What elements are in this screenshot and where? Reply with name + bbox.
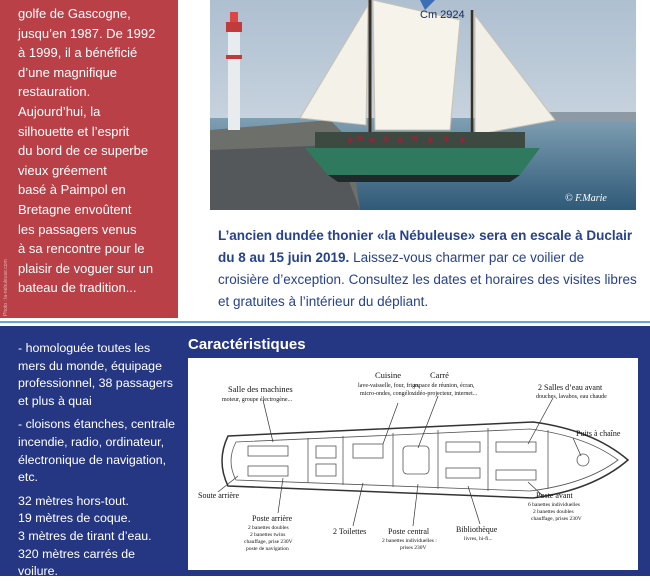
dimensions [18,493,178,581]
desc-cuisine: lave-vaisselle, four, frigo, [358,383,420,389]
spec-item: - cloisons étanches, centrale incendie, radio, ordinateur, électronique de navigation, etc. [18,417,176,485]
caption-text: Laissez-vous charmer par ce voilier de croisière d’exception. Consultez les dates et horaires des visites libres et gratuites à l’intérieur du dépliant. [218,250,637,309]
intro-line: d’une magnifique [18,64,118,80]
intro-line: silhouette et l’esprit [18,123,130,139]
dimension-line: 3 mètres de tirant d’eau. [18,528,152,543]
specs-list [18,340,178,581]
label-poste-central: Poste central [388,527,430,536]
deck-plan [188,358,638,570]
desc-poste-central: 2 banettes individuelles : [382,538,437,544]
label-poste-arriere: Poste arrière [252,514,293,523]
desc-salle-machines: moteur, groupe électrogène... [222,397,293,403]
intro-line: restauration. [18,84,91,100]
intro-text [18,4,158,298]
desc-poste-arriere: chauffage, prise 230V [244,539,293,545]
gutter [178,0,210,318]
intro-line: bateau de tradition... [18,280,137,296]
desc-poste-avant: 2 banettes doubles [533,509,574,515]
deck-plan-drawing [188,358,638,570]
label-soute: Soute arrière [198,491,240,500]
desc-cuisine: micro-ondes, congélo... [360,391,417,397]
desc-carre: espace de réunion, écran, [414,383,475,389]
intro-line: jusqu’en 1987. De 1992 [18,25,156,41]
intro-line: du bord de ce superbe [18,143,149,159]
caption-bold: L’ancien dundée thonier «la Nébuleuse» sera en escale à Duclair du 8 au 15 juin 2019. [218,228,633,265]
desc-poste-avant: chauffage, prises 230V [531,516,582,522]
diagram-title: Caractéristiques [188,336,306,353]
intro-line: golfe de Gascogne, [18,6,131,21]
desc-salles-eau: douches, lavabos, eau chaude [536,394,607,400]
label-salle-machines: Salle des machines [228,384,293,394]
label-bibliotheque: Bibliothèque [456,525,498,534]
desc-poste-arriere: poste de navigation [246,546,289,552]
photo-copyright: © F.Marie [565,193,607,204]
label-toilettes: 2 Toilettes [333,527,367,536]
desc-poste-central: prises 230V [400,545,427,551]
label-salles-eau: 2 Salles d’eau avant [538,383,603,392]
intro-line: les passagers venus [18,221,137,237]
desc-bibliotheque: livres, hi-fi... [464,536,493,542]
intro-line: Bretagne envoûtent [18,201,132,217]
dimension-line: 320 mètres carrés de voilure. [18,546,136,579]
sailboat-illustration [210,0,636,210]
intro-line: plaisir de voguer sur un [18,260,154,276]
intro-line: basé à Paimpol en [18,182,126,198]
sailboat-photo [210,0,636,210]
event-caption [218,225,638,313]
intro-line: Aujourd’hui, la [18,103,101,119]
sail-number: Cm 2924 [420,9,465,21]
intro-panel [0,0,178,318]
desc-poste-avant: 6 banettes individuelles [528,502,580,508]
dimension-line: 32 mètres hors-tout. [18,493,129,508]
intro-line: à 1999, il a bénéficié [18,45,138,61]
intro-line: à sa rencontre pour le [18,241,145,257]
label-carre: Carré [430,370,449,380]
desc-poste-arriere: 2 banettes twins [250,532,286,538]
label-poste-avant: Poste avant [536,491,573,500]
desc-poste-arriere: 2 banettes doubles [248,525,289,531]
photo-credit: Photo : la-nebuleuse.com [3,259,9,316]
label-cuisine: Cuisine [375,370,401,380]
intro-line: vieux gréement [18,162,107,178]
section-divider [0,318,650,326]
label-puits: Puits à chaîne [576,429,621,438]
desc-carre: vidéo-projecteur, internet... [412,391,478,397]
dimension-line: 19 mètres de coque. [18,511,131,526]
spec-item: - homologuée toutes les mers du monde, équipage professionnel, 38 passagers et plus à quai [18,341,173,408]
